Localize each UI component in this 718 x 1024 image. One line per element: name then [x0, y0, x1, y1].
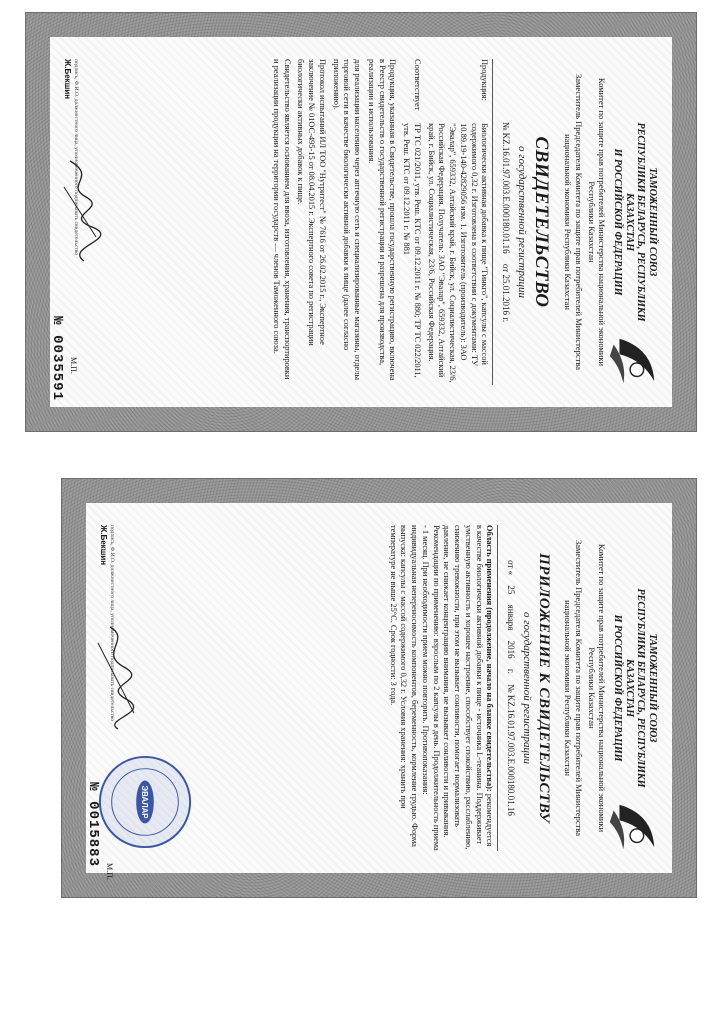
union-title-line3: И РОССИЙСКОЙ ФЕДЕРАЦИИ	[612, 148, 624, 296]
registration-statement: Продукция, указанная в Свидетельстве, прошла государственную регистрацию, включена в Реестр свидетельств о государственной регистрации и разрешена для производства, реализации и использования.	[367, 59, 398, 381]
serial-number: № 0035591	[49, 316, 66, 401]
product-label: Продукция:	[480, 59, 490, 101]
divider	[498, 525, 499, 851]
document-title: СВИДЕТЕЛЬСТВО	[531, 136, 553, 308]
registration-number: № KZ.16.01.97.003.Е.000180.01.16	[500, 121, 511, 254]
protocol-details: Протокол испытаний ИЛ ТОО "Нутритест" № 7616 от 26.02.2015 г., Экспертное заключение № 01ОС-495-15 от 08.04.2015 г. Экспертного совета по регистрации биологически активных добавок к пище.	[296, 59, 327, 346]
date-year-suffix: г.	[505, 668, 516, 674]
product-section	[425, 59, 490, 385]
document-subtitle: о государственной регистрации	[516, 146, 529, 298]
annex-subtitle: о государственной регистрации	[521, 612, 534, 764]
date-day: 25	[505, 585, 516, 595]
use-scope: для реализации населению через аптечную сеть и специализированные магазины, отделы торговой сети в качестве биологически активной добавки к пище (далее согласно приложению).	[331, 59, 363, 380]
product-text: Биологически активная добавка к пище "Гинкго", капсулы с массой содержимого 0,32 г. Изготовлена в соответствии с документами: ТУ 10.89.19-140-42829056 изм. 1. Изготовитель (производитель): ЗАО "Эвалар", 659332, Алтайский край, г. Бийск, ул. Социалистическая, 23/6, Российская Федерация. Получатель: ЗАО "Эвалар", 659332, Алтайский край, г. Бийск, ул. Социалистическая, 23/6, Российская Федерация.	[426, 123, 490, 383]
registration-line	[500, 59, 511, 385]
union-title-line2: РЕСПУБЛИКИ БЕЛАРУСЬ, РЕСПУБЛИКИ КАЗАХСТАН	[624, 122, 647, 322]
date-month: января	[505, 604, 516, 631]
certificate-body	[50, 37, 672, 407]
customs-union-emblem-icon	[604, 331, 662, 389]
certificate-sheet	[25, 12, 697, 432]
application-area-text: рекомендуется в качестве биологически активной добавки к пище - источника L-теанина. Поддерживает умственную активность и хорошее настроение, способствует спокойствию, расслаблению, снижению тревожности, при этом не вызывает сонливости, помогает нормализовать давление, не снижает концентрацию внимания, не вызывает сонливости и привыкания. Рекомендации по применению: взрослым по 2 капсулы в день. Продолжительность приема - 1 месяц. При необходимости прием можно повторить. Противопоказания: индивидуальная непереносимость компонентов, беременность, кормление грудью. Форма выпуска: капсулы с массой содержимого 0,32 г. Условия хранения: хранить при температуре не выше 25°С. Срок годности: 3 года.	[388, 525, 495, 851]
serial-number: № 0015883	[85, 782, 102, 867]
date-prefix: от «	[505, 560, 516, 576]
deputy-name: Заместитель Председателя Комитета по защите прав потребителей Министерства национальной экономики Республики Казахстан	[563, 539, 584, 837]
deputy-name: Заместитель Председателя Комитета по защите прав потребителей Министерства национальной экономики Республики Казахстан	[563, 73, 584, 371]
stamp-text: ЭВАЛАР	[140, 785, 150, 819]
annex-sheet	[61, 478, 697, 898]
union-title	[612, 119, 658, 325]
annex-registration-line	[505, 525, 516, 851]
handwritten-signature-icon	[94, 623, 140, 733]
handwritten-signature-icon	[58, 157, 104, 267]
committee-name: Комитет по защите прав потребителей Министерства национальной экономики Республики Казахстан	[586, 543, 607, 833]
compliance-label: Соответствует	[413, 59, 422, 111]
annex-registration-number: № KZ.16.01.97.003.Е.000180.01.16	[505, 684, 516, 816]
signer-name: Ж.Бекшин	[63, 59, 72, 100]
annex-body	[85, 503, 672, 880]
seal-placeholder: М.П.	[105, 863, 114, 880]
issuing-authority	[563, 59, 607, 385]
union-title-line1: ТАМОЖЕННЫЙ СОЮЗ	[647, 167, 658, 277]
company-seal-stamp-icon	[96, 753, 194, 851]
application-area-label: Область применения (продолжение, начало на бланке свидетельства):	[485, 525, 495, 792]
seal-placeholder: М.П.	[69, 357, 78, 374]
union-title	[612, 585, 658, 791]
compliance-section	[401, 59, 423, 385]
customs-union-emblem-icon	[604, 797, 662, 855]
union-title-line1: ТАМОЖЕННЫЙ СОЮЗ	[647, 633, 658, 743]
registration-date: от 25.01.2016 г.	[500, 263, 511, 323]
signer-caption: подпись, Ф.И.О. должностного лица, уполномоченного подписывать свидетельство	[72, 59, 79, 255]
annex-title: ПРИЛОЖЕНИЕ К СВИДЕТЕЛЬСТВУ	[536, 553, 553, 823]
divider	[493, 59, 494, 385]
compliance-text: ТР ТС 021/2011, утв. Реш. КТС от 09.12.2011 г. № 880; ТР ТС 022/2011, утв. Реш. КТС от 09.12.2011 г. № 881	[402, 123, 422, 378]
signer-name: Ж.Бекшин	[99, 525, 108, 566]
issuing-authority	[563, 525, 607, 851]
union-title-line3: И РОССИЙСКОЙ ФЕДЕРАЦИИ	[612, 614, 624, 762]
date-year: 2016	[505, 640, 516, 659]
committee-name: Комитет по защите прав потребителей Министерства национальной экономики Республики Казахстан	[586, 77, 607, 367]
application-area	[387, 525, 495, 851]
signer-caption: подпись, Ф.И.О. должностного лица, уполномоченного подписывать свидетельство	[108, 525, 115, 721]
union-title-line2: РЕСПУБЛИКИ БЕЛАРУСЬ, РЕСПУБЛИКИ КАЗАХСТАН	[624, 588, 647, 788]
obligation-statement: Свидетельство является основанием для ввоза, изготовления, хранения, транспортировки и реализации продукции на территории государств — членов Таможенного союза.	[272, 59, 292, 380]
